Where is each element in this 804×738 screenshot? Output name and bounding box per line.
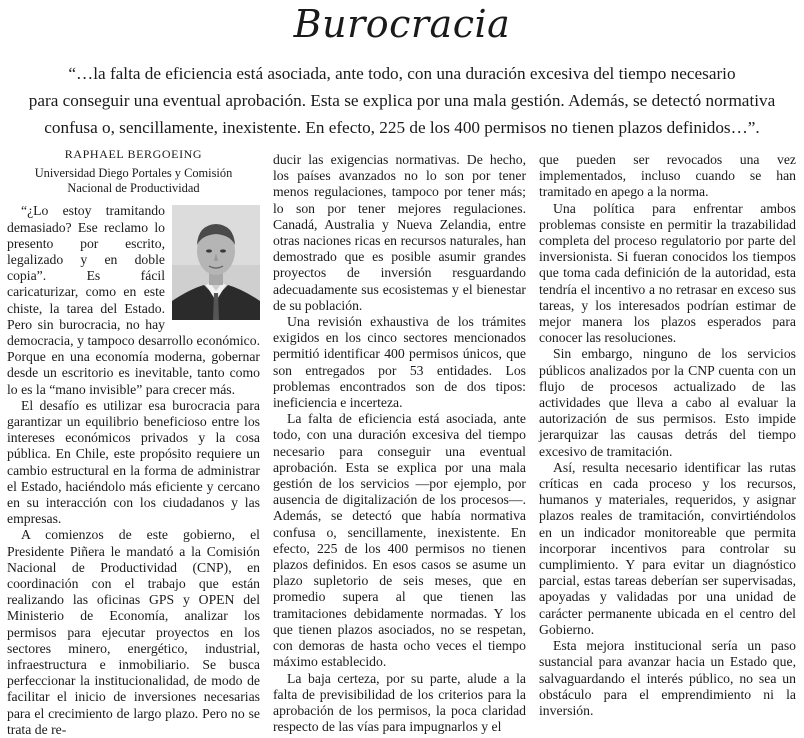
author-affiliation: Universidad Diego Portales y Comisión Nacional de Productividad bbox=[34, 166, 233, 195]
body-paragraph: Esta mejora institucional sería un paso sustancial para avanzar hacia un Estado que, salvaguardando el interés público, no sea un obstáculo para el emprendimiento ni la inversión. bbox=[539, 638, 796, 718]
portrait-svg bbox=[172, 205, 260, 320]
body-paragraph: “¿Lo estoy tramitando demasiado? Ese reclamo lo presento por escrito, legalizado y en doble copia”. Es fácil caricaturizar, como en este chiste, la tarea del Estado. Pero sin burocracia, no hay democracia, y tampoco desarrollo económico. Porque en una economía moderna, gobernar desde un escritorio es inevitable, tanto como lo es la “mano invisible” para crecer más. bbox=[7, 203, 260, 397]
author-byline: RAPHAEL BERGOEING bbox=[64, 147, 203, 161]
body-paragraph-continued: ducir las exigencias normativas. De hecho, los países avanzados no lo son por tener menos regulaciones, tampoco por tener más; lo son por tener mejores regulaciones. Canadá, Australia y Nueva Zelandia, entre otras naciones ricas en recursos naturales, han demostrado que es posible asumir grandes proyectos de inversión resguardando adecuadamente sus ecosistemas y el bienestar de su población. bbox=[273, 152, 526, 313]
pull-quote-line: para conseguir una eventual aprobación. Esta se explica por una mala gestión. Además, se detectó normativa bbox=[28, 91, 776, 110]
body-paragraph: A comienzos de este gobierno, el Presidente Piñera le mandató a la Comisión Nacional de Productividad (CNP), en coordinación con el trabajo que están realizando las oficinas GPS y OPEN del Ministerio de Economía, analizar los permisos para ejecutar proyectos en los sectores minero, energético, industrial, infraestructura e inmobiliario. Se busca perfeccionar la institucionalidad, de modo de facilitar el inicio de inversiones necesarias para el crecimiento de largo plazo. Pero no se trata de re- bbox=[7, 527, 260, 737]
author-portrait-icon bbox=[172, 205, 260, 320]
body-paragraph: Sin embargo, ninguno de los servicios públicos analizados por la CNP cuenta con un flujo de procesos actualizado de las actividades que lleva a cabo al evaluar la autorización de sus permisos. Esto impide jerarquizar las causas detrás del tiempo excesivo de tramitación. bbox=[539, 346, 796, 459]
column-1 bbox=[7, 146, 260, 737]
pull-quote bbox=[4, 60, 800, 141]
body-paragraph: Una política para enfrentar ambos problemas consiste en permitir la trazabilidad completa del proceso regulatorio por parte del inversionista. Si fueran conocidos los tiempos que toma cada definición de la autoridad, esta tendría el incentivo a no retrasar en exceso sus tareas, y los interesados podrían estimar de mejor manera los plazos esperados para conocer las resoluciones. bbox=[539, 200, 796, 346]
body-paragraph: Una revisión exhaustiva de los trámites exigidos en los cinco sectores mencionados permitió identificar 400 permisos únicos, que son entregados por 53 entidades. Los problemas encontrados son de dos tipos: ineficiencia e incerteza. bbox=[273, 314, 526, 411]
article-title: Burocracia bbox=[293, 2, 511, 46]
body-paragraph: Así, resulta necesario identificar las rutas críticas en cada proceso y los recursos, humanos y materiales, requeridos, y asignar plazos reales de tramitación, convirtiéndolos en un indicador monitoreable que permita incorporar incentivos para controlar su cumplimiento. Y para evitar un diagnóstico parcial, estas tareas deberían ser supervisadas, apoyadas y validadas por una unidad de carácter permanente ubicada en el centro del Gobierno. bbox=[539, 459, 796, 637]
pull-quote-line: confusa o, sencillamente, inexistente. En efecto, 225 de los 400 permisos no tienen plazos definidos…”. bbox=[44, 118, 760, 137]
body-paragraph: El desafío es utilizar esa burocracia para garantizar un equilibrio beneficioso entre los intereses económicos privados y la cosa pública. En Chile, este propósito requiere un cambio estructural en la forma de administrar el Estado, haciéndolo más eficiente y cercano en su interacción con los ciudadanos y las empresas. bbox=[7, 397, 260, 527]
body-paragraph: La baja certeza, por su parte, alude a la falta de previsibilidad de los criterios para la aprobación de los permisos, la poca claridad respecto de las vías para impugnarlos y el bbox=[273, 670, 526, 735]
body-paragraph-continued: que pueden ser revocados una vez implementados, incluso cuando se han tramitado en apego a la norma. bbox=[539, 152, 796, 200]
column-2 bbox=[273, 152, 526, 735]
body-paragraph: La falta de eficiencia está asociada, ante todo, con una duración excesiva del tiempo necesario para conseguir una eventual aprobación. Esta se explica por una mala gestión de los servicios —por ejemplo, por ausencia de digitalización de los procesos—. Además, se detectó que había normativa confusa o, sencillamente, inexistente. En efecto, 225 de los 400 permisos no tienen plazos definidos. En esos casos se asume un plazo supletorio de seis meses, que en promedio supera al que tienen las tramitaciones debidamente normadas. Y los que tienen plazos asociados, no se respetan, con demoras de hasta ocho veces el tiempo máximo establecido. bbox=[273, 411, 526, 670]
column-3 bbox=[539, 152, 796, 718]
pull-quote-line: “…la falta de eficiencia está asociada, ante todo, con una duración excesiva del tiempo necesario bbox=[68, 64, 736, 83]
